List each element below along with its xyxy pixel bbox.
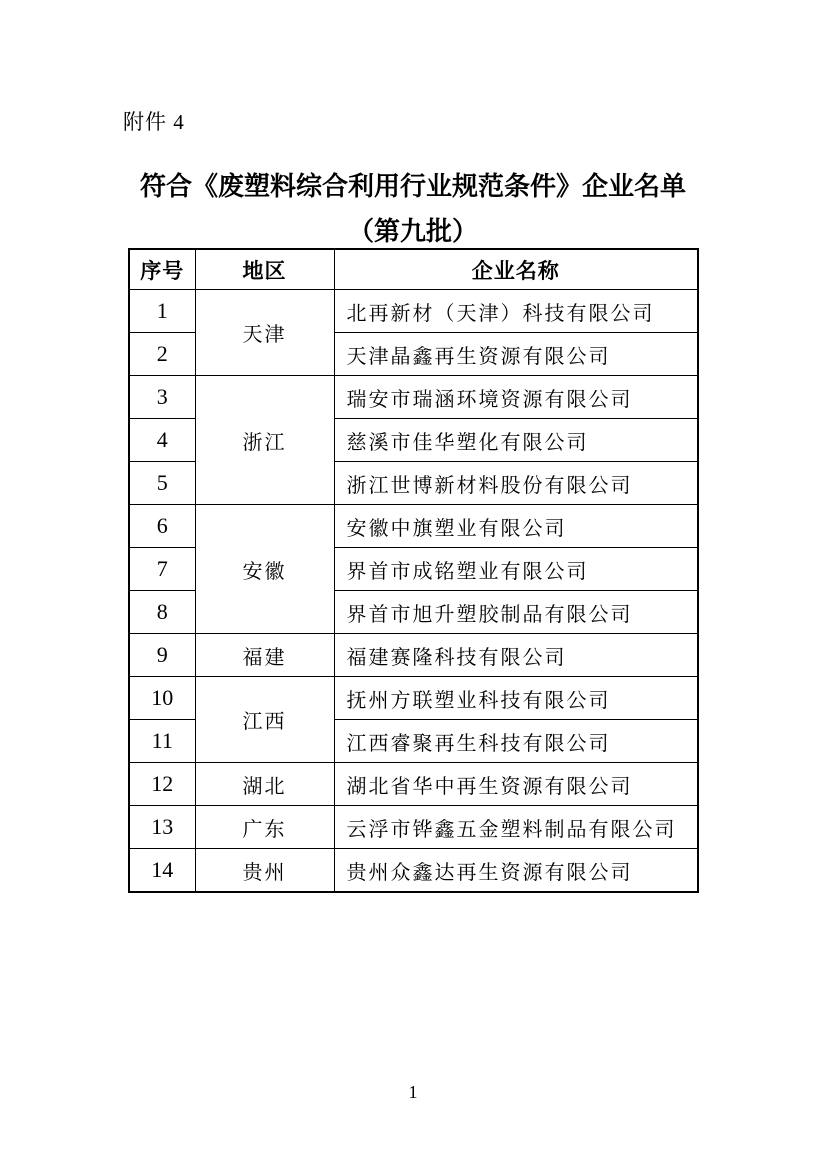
region-cell: 湖北 — [195, 763, 334, 806]
serial-cell: 3 — [129, 376, 195, 419]
company-name-cell: 瑞安市瑞涵环境资源有限公司 — [334, 376, 698, 419]
company-name-cell: 安徽中旗塑业有限公司 — [334, 505, 698, 548]
table-row — [129, 505, 698, 548]
company-name-cell: 福建赛隆科技有限公司 — [334, 634, 698, 677]
company-name-cell: 界首市成铭塑业有限公司 — [334, 548, 698, 591]
table-row — [129, 763, 698, 806]
attachment-label: 附件 4 — [123, 110, 185, 134]
company-name-cell: 慈溪市佳华塑化有限公司 — [334, 419, 698, 462]
company-table-body — [129, 290, 698, 893]
region-cell: 江西 — [195, 677, 334, 763]
table-row — [129, 290, 698, 333]
serial-cell: 1 — [129, 290, 195, 333]
company-name-cell: 湖北省华中再生资源有限公司 — [334, 763, 698, 806]
company-name-cell: 界首市旭升塑胶制品有限公司 — [334, 591, 698, 634]
region-cell: 福建 — [195, 634, 334, 677]
region-cell: 广东 — [195, 806, 334, 849]
company-name-cell: 浙江世博新材料股份有限公司 — [334, 462, 698, 505]
document-title: 符合《废塑料综合利用行业规范条件》企业名单 — [139, 172, 686, 201]
page-number: 1 — [408, 1082, 418, 1102]
company-name-cell: 抚州方联塑业科技有限公司 — [334, 677, 698, 720]
serial-cell: 11 — [129, 720, 195, 763]
header-company-name: 企业名称 — [334, 249, 698, 290]
company-table — [128, 248, 699, 893]
company-name-cell: 云浮市铧鑫五金塑料制品有限公司 — [334, 806, 698, 849]
table-row — [129, 849, 698, 893]
region-cell: 天津 — [195, 290, 334, 376]
header-region: 地区 — [195, 249, 334, 290]
serial-cell: 7 — [129, 548, 195, 591]
region-cell: 贵州 — [195, 849, 334, 893]
serial-cell: 2 — [129, 333, 195, 376]
serial-cell: 4 — [129, 419, 195, 462]
serial-cell: 5 — [129, 462, 195, 505]
serial-cell: 8 — [129, 591, 195, 634]
table-row — [129, 634, 698, 677]
serial-cell: 9 — [129, 634, 195, 677]
serial-cell: 6 — [129, 505, 195, 548]
serial-cell: 12 — [129, 763, 195, 806]
serial-cell: 14 — [129, 849, 195, 893]
company-name-cell: 贵州众鑫达再生资源有限公司 — [334, 849, 698, 893]
region-cell: 浙江 — [195, 376, 334, 505]
document-subtitle: （第九批） — [347, 217, 478, 246]
table-row — [129, 376, 698, 419]
serial-cell: 10 — [129, 677, 195, 720]
company-name-cell: 北再新材（天津）科技有限公司 — [334, 290, 698, 333]
region-cell: 安徽 — [195, 505, 334, 634]
serial-cell: 13 — [129, 806, 195, 849]
company-name-cell: 江西睿聚再生科技有限公司 — [334, 720, 698, 763]
header-serial: 序号 — [129, 249, 195, 290]
table-row — [129, 806, 698, 849]
company-name-cell: 天津晶鑫再生资源有限公司 — [334, 333, 698, 376]
table-header-row — [129, 249, 698, 290]
table-row — [129, 677, 698, 720]
